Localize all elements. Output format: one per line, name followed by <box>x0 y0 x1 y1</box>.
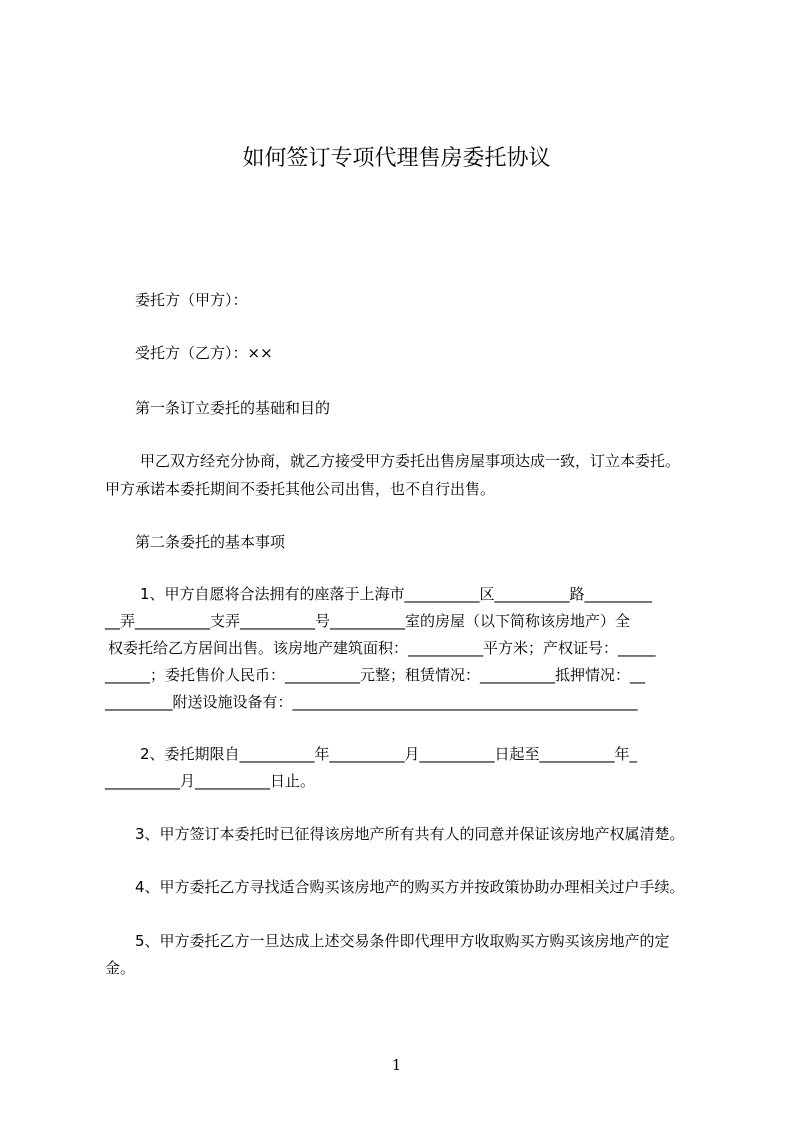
item5-line: 5、甲方委托乙方一旦达成上述交易条件即代理甲方收取购买方购买该房地产的定 <box>135 932 670 950</box>
article2-heading: 第二条委托的基本事项 <box>135 533 286 551</box>
item1-line: ______；委托售价人民币：__________元整；租赁情况：__________抵押情况：__ <box>105 666 646 684</box>
article1-body-line: 甲乙双方经充分协商，就乙方接受甲方委托出售房屋事项达成一致，订立本委托。 <box>140 452 681 470</box>
item1-line: __弄__________支弄__________号__________室的房屋（以下简称该房地产）全 <box>105 612 631 630</box>
page-number: 1 <box>391 1056 402 1074</box>
article1-body-line: 甲方承诺本委托期间不委托其他公司出售，也不自行出售。 <box>105 480 496 498</box>
document-title: 如何签订专项代理售房委托协议 <box>242 146 551 171</box>
item5-line: 金。 <box>105 959 136 977</box>
item1-line: 1、甲方自愿将合法拥有的座落于上海市__________区__________路_________ <box>140 585 653 603</box>
article1-heading: 第一条订立委托的基础和目的 <box>135 399 331 417</box>
item2-line: __________月__________日止。 <box>105 772 316 790</box>
item2-line: 2、委托期限自__________年__________月__________日起至__________年_ <box>140 745 638 763</box>
item3-text: 3、甲方签订本委托时已征得该房地产所有共有人的同意并保证该房地产权属清楚。 <box>135 825 685 843</box>
item4-text: 4、甲方委托乙方寻找适合购买该房地产的购买方并按政策协助办理相关过户手续。 <box>135 878 685 896</box>
agent-party-label: 受托方（乙方）：×× <box>135 344 273 362</box>
client-party-label: 委托方（甲方）： <box>135 291 248 309</box>
item1-line: _________附送设施设备有：______________________________________________ <box>105 693 638 711</box>
item1-line: 权委托给乙方居间出售。该房地产建筑面积：__________平方米；产权证号：_____ <box>108 639 656 657</box>
